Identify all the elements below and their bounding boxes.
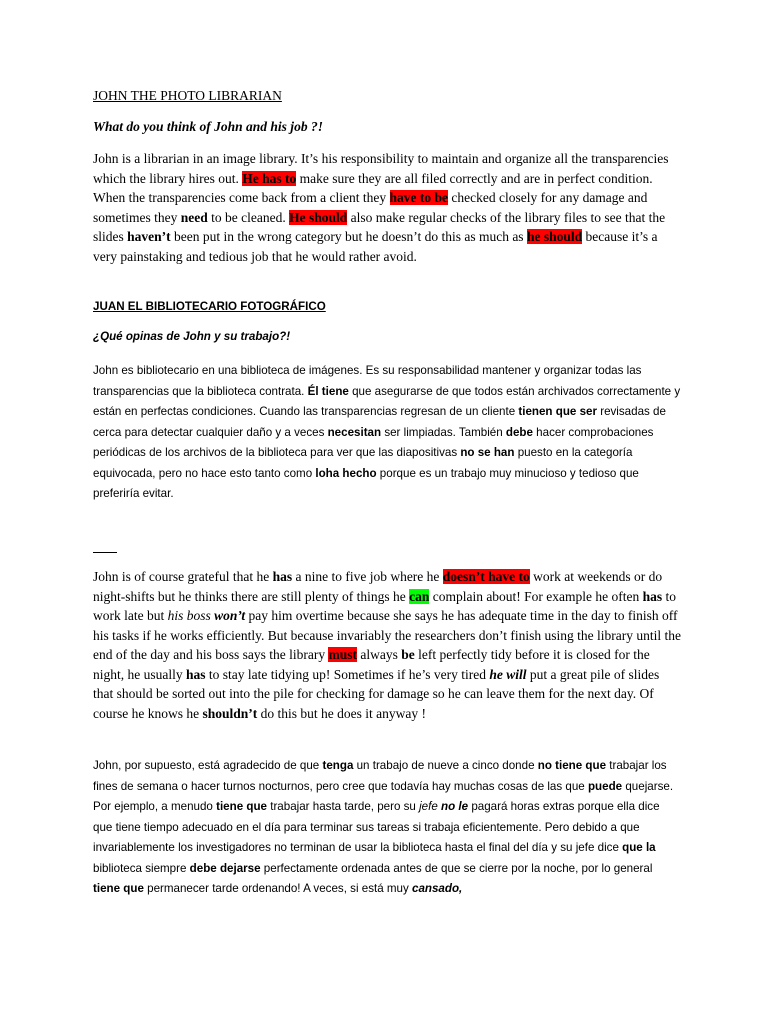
- bold-phrase: no se han: [460, 446, 515, 459]
- text-run: John, por supuesto, está agradecido de que: [93, 759, 323, 772]
- subtitle-english: What do you think of John and his job ?!: [93, 119, 323, 134]
- bold-phrase: has: [272, 569, 293, 584]
- text-run: trabajar los fines de semana o hacer turnos nocturnos, pero cree que todavía hay muchas cosas de las que: [93, 759, 667, 793]
- bold-phrase: haven’t: [127, 229, 171, 244]
- bold-phrase: debe: [189, 861, 217, 875]
- title-spanish: JUAN EL BIBLIOTECARIO FOTOGRÁFICO: [93, 300, 326, 313]
- bold-phrase: debe: [505, 425, 533, 439]
- title-english: JOHN THE PHOTO LIBRARIAN: [93, 88, 282, 103]
- bold-phrase: no tiene que: [537, 759, 607, 772]
- highlighted-phrase: doesn’t have to: [442, 569, 530, 584]
- highlighted-phrase: He should: [289, 209, 348, 225]
- text-run: perfectamente ordenada antes de que se cierre por la noche, por lo general: [260, 861, 653, 875]
- text-run: a nine to five job where he: [292, 569, 443, 584]
- paragraph-spanish-1: [93, 361, 681, 505]
- bold-italic-phrase: cansado,: [412, 882, 463, 895]
- text-run: left perfectly tidy before it is closed for the night, he usually: [93, 647, 650, 682]
- text-run: biblioteca siempre: [93, 861, 190, 875]
- italic-phrase: his boss: [167, 608, 211, 623]
- text-run: to be cleaned.: [207, 209, 290, 225]
- text-run: to stay late tidying up! Sometimes if he’s very tired: [205, 666, 490, 682]
- bold-phrase: need: [180, 209, 208, 225]
- text-run: John es bibliotecario en una biblioteca de imágenes. Es su responsabilidad mantener y organizar todas las transparencias que la biblioteca contrata.: [93, 364, 642, 398]
- bold-phrase: tenga: [322, 759, 354, 772]
- text-run: puesto en la categoría equivocada, pero no hace esto tanto como: [93, 446, 633, 480]
- text-run: revisadas de cerca para detectar cualquier daño y a veces: [93, 405, 666, 439]
- bold-italic-phrase: he will: [489, 666, 527, 682]
- text-run: pagará horas extras porque ella dice que tiene tiempo adecuado en el día para terminar sus tareas si trabaja eficientemente. Pero debido a que invariablemente los investigadores no terminan de usar la biblioteca hasta el final del día y su jefe dice: [93, 800, 660, 854]
- section-divider: [93, 552, 117, 553]
- paragraph-english-1: [93, 149, 681, 266]
- text-run: make sure they are all filed correctly and are in perfect condition. When the transparencies come back from a client they: [93, 170, 653, 205]
- bold-phrase: Él tiene: [307, 384, 349, 398]
- text-run: because it’s a very painstaking and tedious job that he would rather avoid.: [93, 229, 658, 264]
- text-run: to work late but: [93, 588, 677, 623]
- text-run: permanecer tarde ordenando! A veces, si está muy: [143, 882, 412, 895]
- text-run: do this but he does it anyway !: [257, 705, 426, 721]
- subtitle-spanish: ¿Qué opinas de John y su trabajo?!: [93, 330, 291, 343]
- text-run: hacer comprobaciones periódicas de los archivos de la biblioteca para ver que las diapositivas: [93, 425, 654, 459]
- text-run: always: [356, 647, 402, 662]
- highlighted-phrase: must: [328, 647, 357, 662]
- text-run: John is of course grateful that he: [93, 569, 273, 584]
- bold-phrase: has: [186, 666, 206, 682]
- bold-phrase: be: [401, 647, 415, 662]
- bold-phrase: puede: [587, 779, 623, 793]
- text-run: checked closely for any damage and sometimes they: [93, 190, 648, 225]
- paragraph-english-2: [93, 567, 681, 723]
- bold-phrase: necesitan: [327, 425, 382, 439]
- bold-phrase: dejarse: [219, 861, 261, 875]
- bold-phrase: has: [642, 588, 663, 604]
- bold-phrase: tiene que: [93, 882, 144, 895]
- text-run: also make regular checks of the library files to see that the slides: [93, 209, 666, 244]
- highlighted-phrase: can: [409, 588, 430, 604]
- paragraph-spanish-2: [93, 756, 681, 900]
- bold-phrase: tienen que ser: [518, 405, 597, 418]
- text-run: put a great pile of slides that should be sorted out into the pile for checking for damage so he can leave them for the next day. Of course he knows he: [93, 666, 660, 721]
- text-run: porque es un trabajo muy minucioso y tedioso que preferiría evitar.: [93, 466, 639, 500]
- text-run: trabajar hasta tarde, pero su: [267, 800, 420, 813]
- text-run: been put in the wrong category but he doesn’t do this as much as: [170, 229, 527, 244]
- bold-phrase: tiene que: [216, 800, 267, 813]
- text-run: John is a librarian in an image library. It’s his responsibility to maintain and organize all the transparencies which the library hires out.: [93, 151, 669, 186]
- text-run: pay him overtime because she says he has adequate time in the day to finish off his tasks if he works efficiently. But because invariably the researchers don’t finish using the library until the end of the day and his boss says the library: [93, 608, 681, 662]
- text-run: ser limpiadas. También: [381, 425, 506, 439]
- bold-phrase: shouldn’t: [202, 705, 258, 721]
- italic-phrase: jefe: [419, 800, 438, 813]
- bold-italic-phrase: won’t: [214, 608, 246, 623]
- bold-phrase: que la: [622, 841, 656, 854]
- highlighted-phrase: he should: [526, 229, 583, 244]
- highlighted-phrase: He has to: [242, 170, 297, 186]
- text-run: complain about! For example he often: [429, 588, 643, 604]
- bold-phrase: loha hecho: [315, 466, 377, 480]
- text-run: work at weekends or do night-shifts but he thinks there are still plenty of things he: [93, 569, 663, 604]
- highlighted-phrase: have to be: [389, 190, 448, 205]
- text-run: un trabajo de nueve a cinco donde: [353, 759, 538, 772]
- text-run: que asegurarse de que todos están archivados correctamente y están en perfectas condiciones. Cuando las transparencias regresan de un cliente: [93, 384, 681, 418]
- text-run: quejarse. Por ejemplo, a menudo: [93, 779, 674, 813]
- bold-italic-phrase: no le: [441, 800, 469, 813]
